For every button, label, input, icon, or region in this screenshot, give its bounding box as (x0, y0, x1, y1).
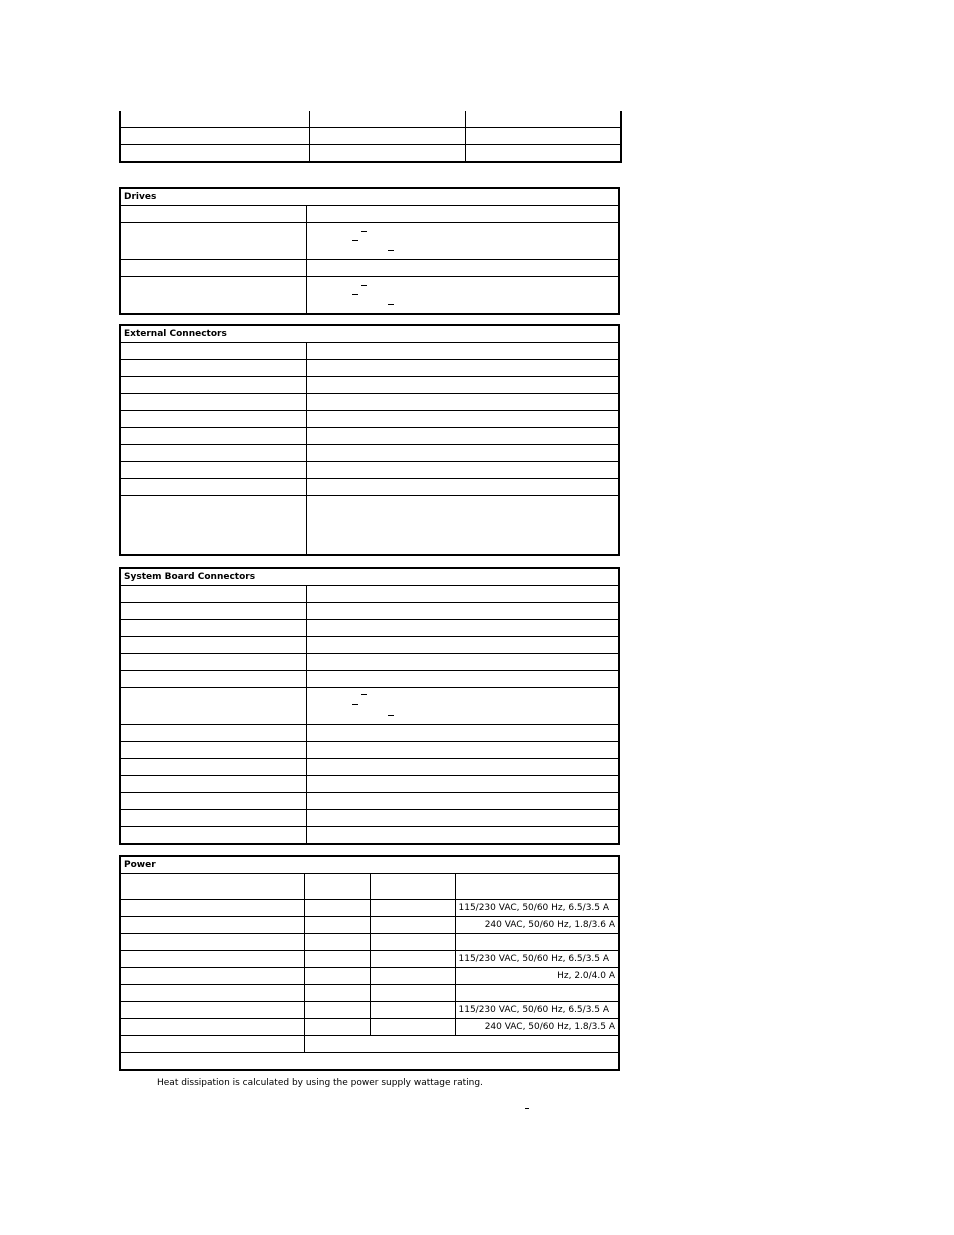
table-row (120, 793, 619, 810)
table-row (120, 900, 619, 917)
table-row (120, 620, 619, 637)
power-value: 115/230 VAC, 50/60 Hz, 6.5/3.5 A (455, 900, 619, 917)
table-row (120, 260, 619, 277)
power-notes-row (120, 1053, 619, 1071)
dash-mark (361, 694, 367, 695)
dash-mark (352, 240, 358, 241)
table-row (120, 411, 619, 428)
table-row (120, 1019, 619, 1036)
power-value (455, 934, 619, 951)
drives-table (119, 187, 620, 315)
table-row (120, 654, 619, 671)
table-row (120, 586, 619, 603)
table-row (120, 810, 619, 827)
table-row (120, 968, 619, 985)
table-row (120, 759, 619, 776)
table-row (120, 223, 619, 260)
system-board-connectors-table (119, 567, 620, 845)
power-value: 240 VAC, 50/60 Hz, 1.8/3.5 A (455, 1019, 619, 1036)
system-board-connectors-title: System Board Connectors (120, 568, 619, 586)
dash-mark (388, 250, 394, 251)
dash-mark (361, 285, 367, 286)
power-value: 240 VAC, 50/60 Hz, 1.8/3.6 A (455, 917, 619, 934)
heat-dissipation-note: Heat dissipation is calculated by using the power supply wattage rating. (157, 1078, 483, 1088)
power-value: Hz, 2.0/4.0 A (455, 968, 619, 985)
table-row (120, 985, 619, 1002)
table-row (120, 934, 619, 951)
table-row (120, 917, 619, 934)
table-row (120, 496, 619, 556)
table-row (120, 145, 621, 163)
table-row (120, 1002, 619, 1019)
external-connectors-title: External Connectors (120, 325, 619, 343)
table-row (120, 776, 619, 793)
power-title: Power (120, 856, 619, 874)
table-row (120, 1036, 619, 1053)
table-row (120, 671, 619, 688)
table-row (120, 637, 619, 654)
dash-mark (361, 231, 367, 232)
table-row (120, 343, 619, 360)
table-row (120, 725, 619, 742)
power-value: 115/230 VAC, 50/60 Hz, 6.5/3.5 A (455, 951, 619, 968)
table-row (120, 394, 619, 411)
table-row (120, 462, 619, 479)
table-row (120, 360, 619, 377)
table-row (120, 603, 619, 620)
table-row (120, 479, 619, 496)
dash-mark (388, 715, 394, 716)
dash-mark (525, 1108, 529, 1109)
dash-mark (352, 704, 358, 705)
table-row (120, 206, 619, 223)
table-row (120, 111, 621, 128)
power-table (119, 855, 620, 1088)
external-connectors-table (119, 324, 620, 556)
power-value (455, 985, 619, 1002)
top-partial-table (119, 111, 622, 163)
table-row (120, 445, 619, 462)
table-row (120, 951, 619, 968)
table-row (120, 874, 619, 900)
dash-mark (388, 304, 394, 305)
table-row (120, 827, 619, 845)
table-row (120, 277, 619, 314)
table-row (120, 377, 619, 394)
table-row (120, 428, 619, 445)
power-value: 115/230 VAC, 50/60 Hz, 6.5/3.5 A (455, 1002, 619, 1019)
table-row (120, 128, 621, 145)
drives-title: Drives (120, 188, 619, 206)
table-row (120, 742, 619, 759)
table-row (120, 688, 619, 725)
dash-mark (352, 294, 358, 295)
